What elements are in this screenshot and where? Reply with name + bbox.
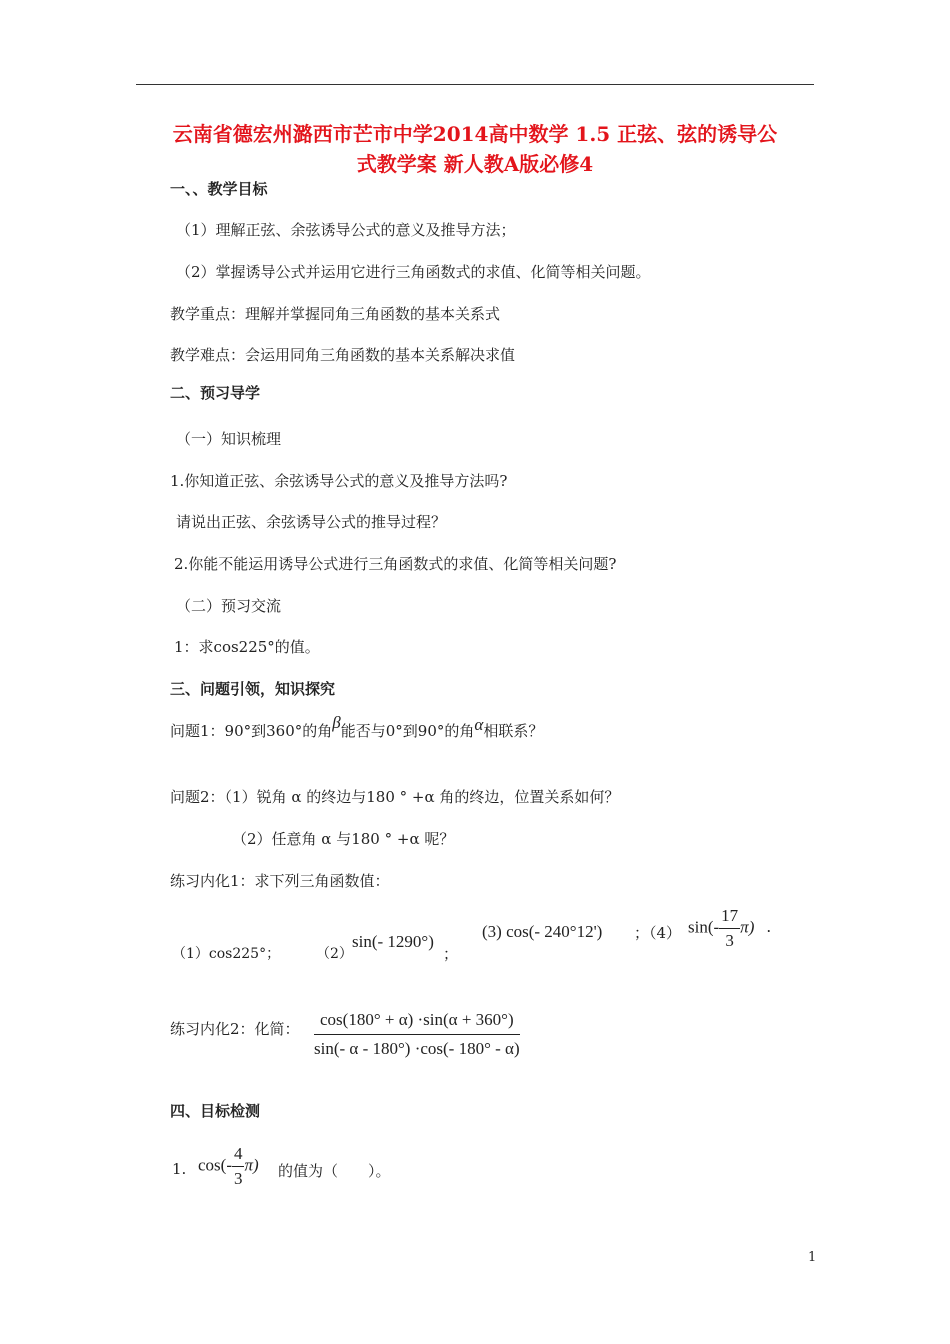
page-number: 1 [808, 1250, 817, 1265]
difficult-point: 教学难点：会运用同角三角函数的基本关系解决求值 [170, 346, 516, 364]
q1-denominator: 3 [233, 1169, 243, 1188]
document-title-line2: 式教学案 新人教A版必修4 [356, 152, 594, 176]
key-point: 教学重点：理解并掌握同角三角函数的基本关系式 [170, 305, 501, 323]
section-heading-objectives: 一、、教学目标 [170, 180, 268, 198]
objective-item-2: （2）掌握诱导公式并运用它进行三角函数式的求值、化简等相关问题。 [176, 263, 651, 281]
simplify-denominator: sin(- α - 180°) ·cos(- 180° - α) [314, 1039, 520, 1058]
alpha-symbol: α [474, 715, 484, 734]
practice-1-item-2-end: ； [443, 945, 459, 963]
question-1 [170, 713, 544, 741]
question-1-part-b: 能否与0°到90°的角 [340, 722, 475, 740]
preview-question-1b: 请说出正弦、余弦诱导公式的推导过程？ [176, 513, 447, 531]
exchange-exercise: 1：求cos225°的值。 [174, 638, 320, 656]
preview-question-1: 1.你知道正弦、余弦诱导公式的意义及推导方法吗? [170, 472, 508, 490]
q1-post: π) [244, 1155, 259, 1175]
item-4-post: π) [740, 917, 755, 937]
item-4-numerator: 17 [719, 906, 740, 929]
practice-1-item-1: （1）cos225°； [172, 946, 281, 962]
section-heading-inquiry: 三、问题引领，知识探究 [170, 680, 336, 698]
practice-1-item-4-expr [688, 906, 771, 951]
assessment-q1-label: 1. [172, 1160, 187, 1178]
assessment-q1-expr [198, 1144, 259, 1189]
question-2b: （2）任意角 α 与180 ° +α 呢？ [232, 830, 455, 848]
practice-1-item-3-expr: (3) cos(- 240°12') [482, 922, 603, 941]
document-title-line1: 云南省德宏州潞西市芒市中学2014高中数学 1.5 正弦、弦的诱导公 [172, 122, 778, 146]
practice-1-item-2-label: （2） [316, 946, 353, 962]
header-rule [136, 84, 814, 85]
preview-question-2: 2.你能不能运用诱导公式进行三角函数式的求值、化简等相关问题? [174, 555, 617, 573]
subsection-knowledge: （一）知识梳理 [176, 430, 282, 448]
q1-numerator: 4 [232, 1144, 245, 1167]
item-4-fraction [719, 906, 740, 951]
practice-1-heading: 练习内化1：求下列三角函数值： [170, 872, 390, 890]
simplify-fraction [314, 1010, 520, 1059]
simplify-numerator: cos(180° + α) ·sin(α + 360°) [314, 1010, 520, 1035]
practice-2-heading: 练习内化2：化简： [170, 1020, 300, 1038]
practice-2-fraction [314, 1010, 520, 1059]
practice-1-item-3-end: ；（4） [634, 924, 682, 942]
question-1-part-a: 问题1：90°到360°的角 [170, 722, 333, 740]
item-4-pre: sin(- [688, 917, 720, 937]
section-heading-assessment: 四、目标检测 [170, 1102, 261, 1120]
subsection-exchange: （二）预习交流 [176, 597, 282, 615]
q1-pre: cos(- [198, 1155, 232, 1175]
q1-fraction [232, 1144, 245, 1189]
item-4-end: . [766, 917, 771, 937]
assessment-q1-text: 的值为（ ）。 [278, 1162, 391, 1180]
practice-1-item-2-expr: sin(- 1290°) [352, 932, 434, 951]
question-2: 问题2：（1）锐角 α 的终边与180 ° +α 角的终边，位置关系如何？ [170, 788, 620, 806]
beta-symbol: β [332, 713, 341, 732]
question-1-part-c: 相联系？ [483, 722, 544, 740]
objective-item-1: （1）理解正弦、余弦诱导公式的意义及推导方法； [176, 221, 516, 239]
item-4-denominator: 3 [725, 931, 734, 950]
section-heading-preview: 二、预习导学 [170, 384, 261, 402]
